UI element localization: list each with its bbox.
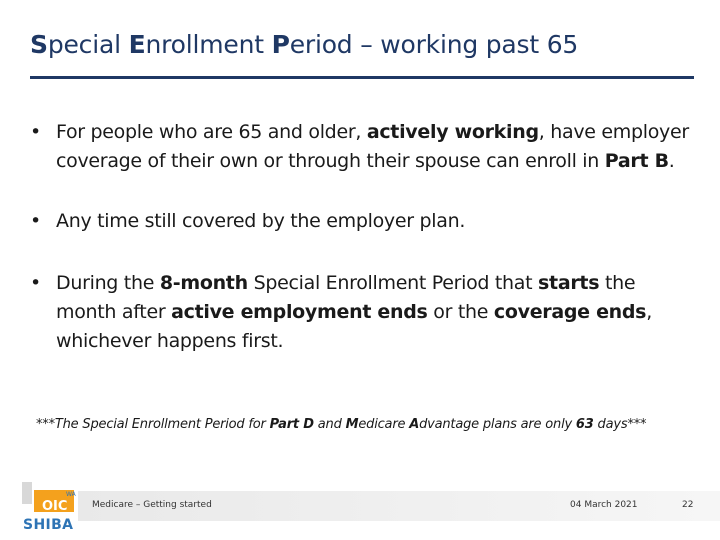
bullet-item bbox=[30, 118, 690, 176]
text-run: dvantage plans are only bbox=[419, 417, 576, 432]
text-run: pecial bbox=[47, 30, 129, 59]
bullet-text bbox=[56, 272, 652, 352]
text-run: ***The Special Enrollment Period for bbox=[36, 417, 270, 432]
bullet-dot: • bbox=[30, 272, 41, 294]
bold-text-run: Part B bbox=[604, 150, 669, 172]
shiba-logo bbox=[22, 482, 74, 534]
bold-text-run: 63 bbox=[575, 417, 594, 432]
bold-text-run: P bbox=[271, 30, 290, 59]
footer-presentation-name: Medicare – Getting started bbox=[92, 500, 212, 510]
bullet-dot: • bbox=[30, 210, 41, 232]
bold-text-run: S bbox=[30, 30, 48, 59]
footer bbox=[0, 486, 720, 526]
text-run: days*** bbox=[593, 417, 647, 432]
bold-text-run: 8-month bbox=[159, 272, 248, 294]
logo-oic: OIC bbox=[42, 499, 68, 514]
text-run: Special Enrollment Period that bbox=[247, 272, 539, 294]
bullet-text bbox=[56, 121, 689, 172]
bold-text-run: A bbox=[409, 417, 420, 432]
bold-text-run: E bbox=[128, 30, 146, 59]
bold-text-run: active employment ends bbox=[171, 301, 428, 323]
bold-text-run: Part D bbox=[269, 417, 314, 432]
bullet-list bbox=[30, 118, 690, 356]
part-d-note bbox=[36, 417, 716, 432]
text-run: and bbox=[313, 417, 346, 432]
bold-text-run: coverage ends bbox=[493, 301, 647, 323]
bullet-item bbox=[30, 207, 690, 236]
bullet-text bbox=[56, 210, 465, 232]
slide-title bbox=[30, 30, 700, 59]
footer-page-number: 22 bbox=[682, 500, 694, 510]
text-run: , whichever happens first. bbox=[56, 301, 652, 352]
bullet-item bbox=[30, 269, 690, 356]
title-underline bbox=[30, 76, 694, 79]
text-run: For people who are 65 and older, bbox=[56, 121, 367, 143]
logo-block bbox=[22, 482, 32, 504]
text-run: During the bbox=[56, 272, 160, 294]
bullet-dot: • bbox=[30, 121, 41, 143]
footer-date: 04 March 2021 bbox=[570, 500, 638, 510]
text-run: the month after bbox=[56, 272, 636, 323]
text-run: nrollment bbox=[145, 30, 272, 59]
bold-text-run: actively working bbox=[366, 121, 539, 143]
text-run: or the bbox=[427, 301, 494, 323]
text-run: eriod – working past 65 bbox=[289, 30, 579, 59]
text-run: . bbox=[668, 150, 675, 172]
logo-wa: WA bbox=[66, 491, 76, 498]
text-run: edicare bbox=[358, 417, 410, 432]
text-run: Any time still covered by the employer plan. bbox=[56, 210, 466, 232]
logo-shiba: SHIBA bbox=[23, 517, 73, 533]
text-run: , have employer coverage of their own or through their spouse can enroll in bbox=[56, 121, 689, 172]
bold-text-run: starts bbox=[538, 272, 600, 294]
bold-text-run: M bbox=[345, 417, 359, 432]
